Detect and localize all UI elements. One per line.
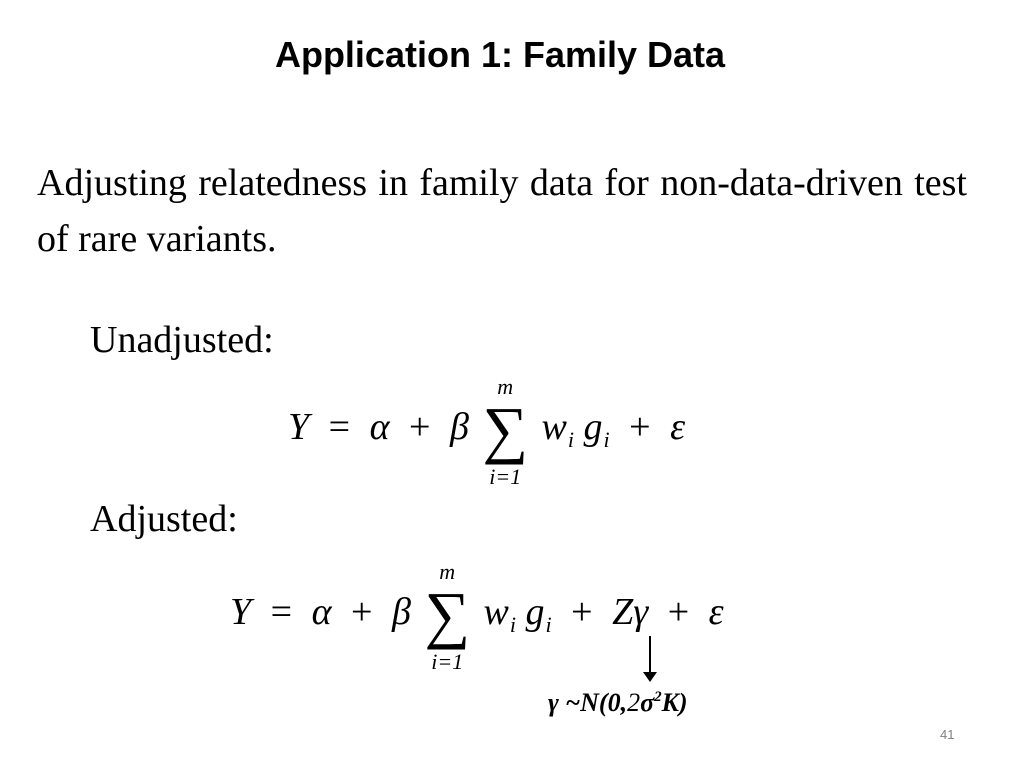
- eq2-g-sub: i: [545, 612, 552, 637]
- eq2-plus-3: +: [667, 591, 690, 633]
- eq1-plus: +: [409, 406, 431, 448]
- eq1-sum-symbol: ∑: [482, 394, 529, 465]
- slide-number: 41: [940, 727, 955, 742]
- eq2-g: g: [525, 591, 545, 633]
- eq2-w-sub: i: [509, 612, 517, 637]
- eq1-sum-upper: m: [497, 374, 514, 399]
- adjusted-label: Adjusted:: [90, 498, 238, 540]
- arrow-head-icon: [643, 672, 657, 682]
- eq2-plus: +: [351, 591, 373, 633]
- eq2-epsilon: ε: [708, 591, 724, 633]
- eq1-equals: =: [328, 406, 351, 448]
- eq1-beta: β: [449, 406, 469, 448]
- gamma-dist-exponent: 2: [654, 689, 662, 705]
- eq1-g: g: [583, 406, 603, 448]
- gamma-distribution: [548, 688, 688, 718]
- gamma-dist-sigma: σ: [640, 688, 655, 717]
- eq2-alpha: α: [311, 591, 332, 633]
- eq1-summation: [482, 374, 529, 489]
- eq2-w: w: [483, 591, 509, 633]
- eq1-w-sub: i: [567, 427, 575, 452]
- eq2-beta: β: [391, 591, 411, 633]
- gamma-dist-prefix: γ ~N(0,: [548, 688, 628, 717]
- eq2-plus-2: +: [571, 591, 593, 633]
- eq1-epsilon: ε: [670, 406, 686, 448]
- gamma-dist-suffix: K): [661, 688, 688, 717]
- eq2-sum-lower: i=1: [431, 649, 464, 674]
- gamma-dist-two: 2: [627, 688, 641, 717]
- eq2-lhs: Y: [230, 591, 252, 633]
- intro-text: Adjusting relatedness in family data for non-data-driven test of rare variants.: [37, 162, 967, 260]
- eq2-sum-upper: m: [439, 559, 456, 584]
- eq2-sum-symbol: ∑: [424, 579, 471, 650]
- eq1-w: w: [541, 406, 567, 448]
- unadjusted-equation: [288, 374, 686, 489]
- eq1-alpha: α: [369, 406, 390, 448]
- eq1-lhs: Y: [288, 406, 310, 448]
- eq2-z-gamma: Zγ: [612, 591, 649, 633]
- down-arrow-icon: [649, 636, 651, 674]
- unadjusted-label: Unadjusted:: [90, 319, 274, 361]
- slide-title: Application 1: Family Data: [274, 34, 726, 75]
- eq1-g-sub: i: [603, 427, 610, 452]
- eq1-plus-2: +: [629, 406, 651, 448]
- eq2-summation: [424, 559, 471, 674]
- eq2-equals: =: [270, 591, 293, 633]
- eq1-sum-lower: i=1: [489, 464, 522, 489]
